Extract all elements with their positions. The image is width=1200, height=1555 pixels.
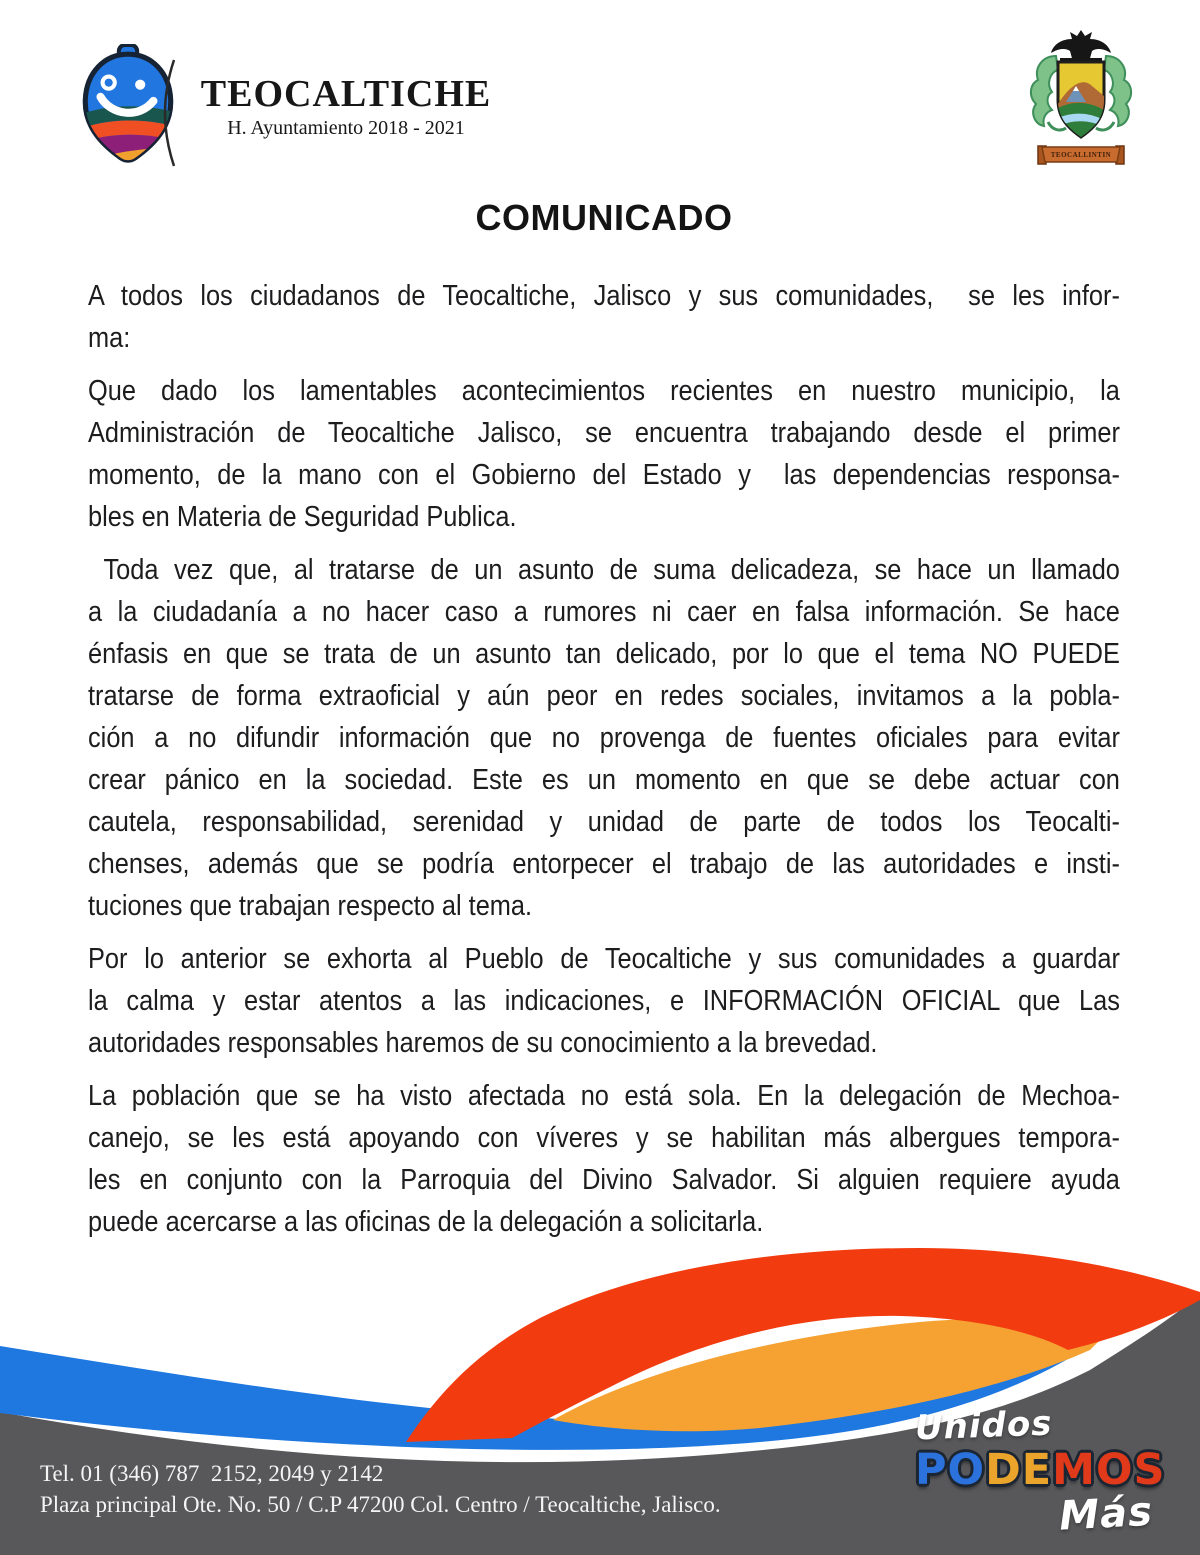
text-line: chenses, además que se podría entorpecer el trabajo de las autoridades e insti- — [88, 848, 1120, 880]
text-line: la calma y estar atentos a las indicaciones, e INFORMACIÓN OFICIAL que Las — [88, 985, 1120, 1017]
text-line: crear pánico en la sociedad. Este es un momento en que se debe actuar con — [88, 764, 1120, 796]
text-line: tratarse de forma extraoficial y aún peor en redes sociales, invitamos a la pobla- — [88, 680, 1120, 712]
footer-address: Plaza principal Ote. No. 50 / C.P 47200 Col. Centro / Teocaltiche, Jalisco. — [40, 1492, 721, 1517]
text-line: tuciones que trabajan respecto al tema. — [88, 890, 533, 922]
municipality-name: TEOCALTICHE — [200, 73, 492, 115]
paragraph-warning — [88, 549, 1120, 927]
text-line: canejo, se les está apoyando con víveres y se habilitan más albergues tempora- — [88, 1122, 1120, 1154]
text-line: les en conjunto con la Parroquia del Divino Salvador. Si alguien requiere ayuda — [88, 1164, 1120, 1196]
text-line: Que dado los lamentables acontecimientos recientes en nuestro municipio, la — [88, 375, 1120, 407]
administration-period: H. Ayuntamiento 2018 - 2021 — [227, 117, 465, 139]
text-line: autoridades responsables haremos de su conocimiento a la brevedad. — [88, 1027, 878, 1059]
text-line: bles en Materia de Seguridad Publica. — [88, 501, 517, 533]
text-line: ma: — [88, 322, 131, 354]
campaign-letter-group: DE — [985, 1445, 1053, 1495]
text-line: a la ciudadanía a no hacer caso a rumores ni caer en falsa información. Se hace — [88, 596, 1120, 628]
campaign-letter-group: PO — [915, 1445, 986, 1495]
text-line: cautela, responsabilidad, serenidad y unidad de parte de todos los Teocalti- — [88, 806, 1120, 838]
municipality-wordmark — [196, 72, 496, 140]
paragraph-support — [88, 1075, 1120, 1243]
campaign-word-mas: Más — [1058, 1488, 1155, 1540]
document-title: COMUNICADO — [475, 197, 733, 238]
text-line: La población que se ha visto afectada no está sola. En la delegación de Mechoa- — [88, 1080, 1120, 1112]
teocaltiche-coat-of-arms — [1018, 26, 1144, 176]
trompo-right-eye — [135, 80, 145, 90]
paragraph-context — [88, 370, 1120, 538]
text-line: Por lo anterior se exhorta al Pueblo de Teocaltiche y sus comunidades a guardar — [88, 943, 1120, 975]
text-line: Administración de Teocaltiche Jalisco, se encuentra trabajando desde el primer — [88, 417, 1120, 449]
crest-eagle — [1051, 30, 1111, 62]
campaign-word-unidos: Unidos — [914, 1403, 1054, 1449]
crest-banner-text: TEOCALLINTIN — [1050, 151, 1112, 159]
text-line: A todos los ciudadanos de Teocaltiche, Jalisco y sus comunidades, se les infor- — [88, 280, 1120, 312]
header-separator-curve — [158, 58, 180, 168]
text-line: momento, de la mano con el Gobierno del Estado y las dependencias responsa- — [88, 459, 1120, 491]
text-line: puede acercarse a las oficinas de la delegación a solicitarla. — [88, 1206, 764, 1238]
document-body — [88, 275, 1120, 1254]
campaign-letter-group: MOS — [1052, 1445, 1166, 1495]
paragraph-exhortation — [88, 938, 1120, 1064]
crest-banner-ribbon — [1038, 146, 1124, 164]
campaign-word-podemos — [915, 1445, 1165, 1495]
text-line: ción a no difundir información que no provenga de fuentes oficiales para evitar — [88, 722, 1120, 754]
paragraph-salutation — [88, 275, 1120, 359]
unidos-podemos-mas-logo — [915, 1404, 1165, 1541]
footer-contact-info — [40, 1458, 721, 1520]
text-line: énfasis en que se trata de un asunto tan delicado, por lo que el tema NO PUEDE — [88, 638, 1120, 670]
footer-phone: Tel. 01 (346) 787 2152, 2049 y 2142 — [40, 1461, 384, 1486]
text-line: Toda vez que, al tratarse de un asunto de suma delicadeza, se hace un llamado — [88, 554, 1120, 586]
